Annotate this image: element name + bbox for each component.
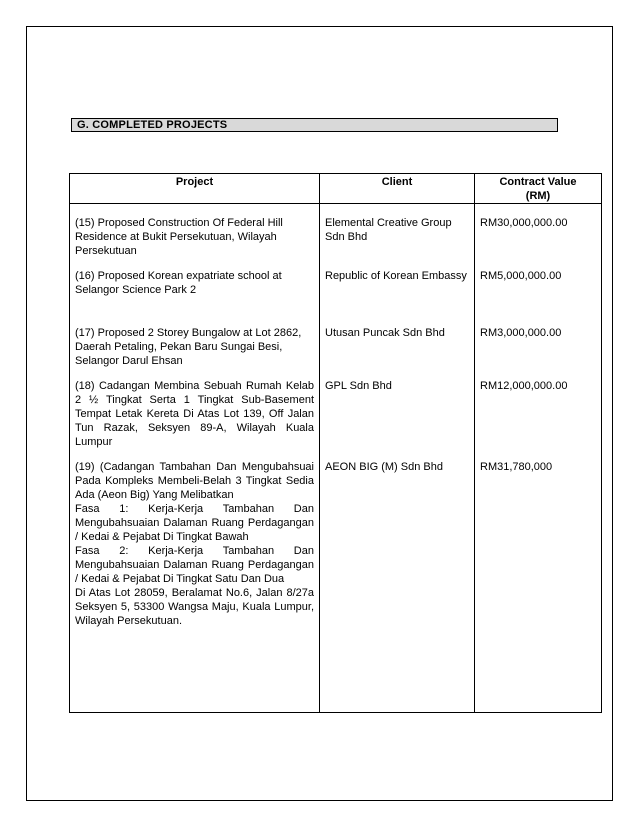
value-cell: RM12,000,000.00	[475, 373, 602, 454]
project-cell: (16) Proposed Korean expatriate school at Selangor Science Park 2	[70, 263, 320, 320]
value-cell: RM30,000,000.00	[475, 204, 602, 264]
project-line: Fasa 2: Kerja-Kerja Tambahan Dan Mengubahsuaian Dalaman Ruang Perdagangan / Kedai & Pejabat Di Tingkat Satu Dan Dua	[75, 545, 314, 585]
project-cell	[70, 454, 320, 713]
section-heading: G. COMPLETED PROJECTS	[71, 118, 558, 132]
project-line: Fasa 1: Kerja-Kerja Tambahan Dan Mengubahsuaian Dalaman Ruang Perdagangan / Kedai & Pejabat Di Tingkat Bawah	[75, 503, 314, 543]
header-project: Project	[70, 174, 320, 204]
header-client: Client	[320, 174, 475, 204]
value-cell: RM31,780,000	[475, 454, 602, 713]
project-line: (19) (Cadangan Tambahan Dan Mengubahsuai Pada Kompleks Membeli-Belah 3 Tingkat Sedia Ada (Aeon Big) Yang Melibatkan	[75, 461, 314, 501]
table-row	[70, 373, 602, 454]
value-cell: RM3,000,000.00	[475, 320, 602, 373]
projects-table	[69, 173, 602, 713]
table-row	[70, 320, 602, 373]
table-row	[70, 454, 602, 713]
project-cell: (17) Proposed 2 Storey Bungalow at Lot 2862, Daerah Petaling, Pekan Baru Sungai Besi, Selangor Darul Ehsan	[70, 320, 320, 373]
client-cell: Utusan Puncak Sdn Bhd	[320, 320, 475, 373]
value-cell: RM5,000,000.00	[475, 263, 602, 320]
client-cell: AEON BIG (M) Sdn Bhd	[320, 454, 475, 713]
client-cell: Elemental Creative Group Sdn Bhd	[320, 204, 475, 264]
project-cell: (15) Proposed Construction Of Federal Hill Residence at Bukit Persekutuan, Wilayah Persekutuan	[70, 204, 320, 264]
project-cell: (18) Cadangan Membina Sebuah Rumah Kelab 2 ½ Tingkat Serta 1 Tingkat Sub-Basement Tempat Letak Kereta Di Atas Lot 139, Off Jalan Tun Razak, Seksyen 89-A, Wilayah Kuala Lumpur	[70, 373, 320, 454]
project-line: Di Atas Lot 28059, Beralamat No.6, Jalan 8/27a Seksyen 5, 53300 Wangsa Maju, Kuala Lumpur, Wilayah Persekutuan.	[75, 587, 314, 627]
client-cell: Republic of Korean Embassy	[320, 263, 475, 320]
table-header-row	[70, 174, 602, 204]
client-cell: GPL Sdn Bhd	[320, 373, 475, 454]
header-contract-value: Contract Value (RM)	[475, 174, 602, 204]
table-row	[70, 263, 602, 320]
table-row	[70, 204, 602, 264]
